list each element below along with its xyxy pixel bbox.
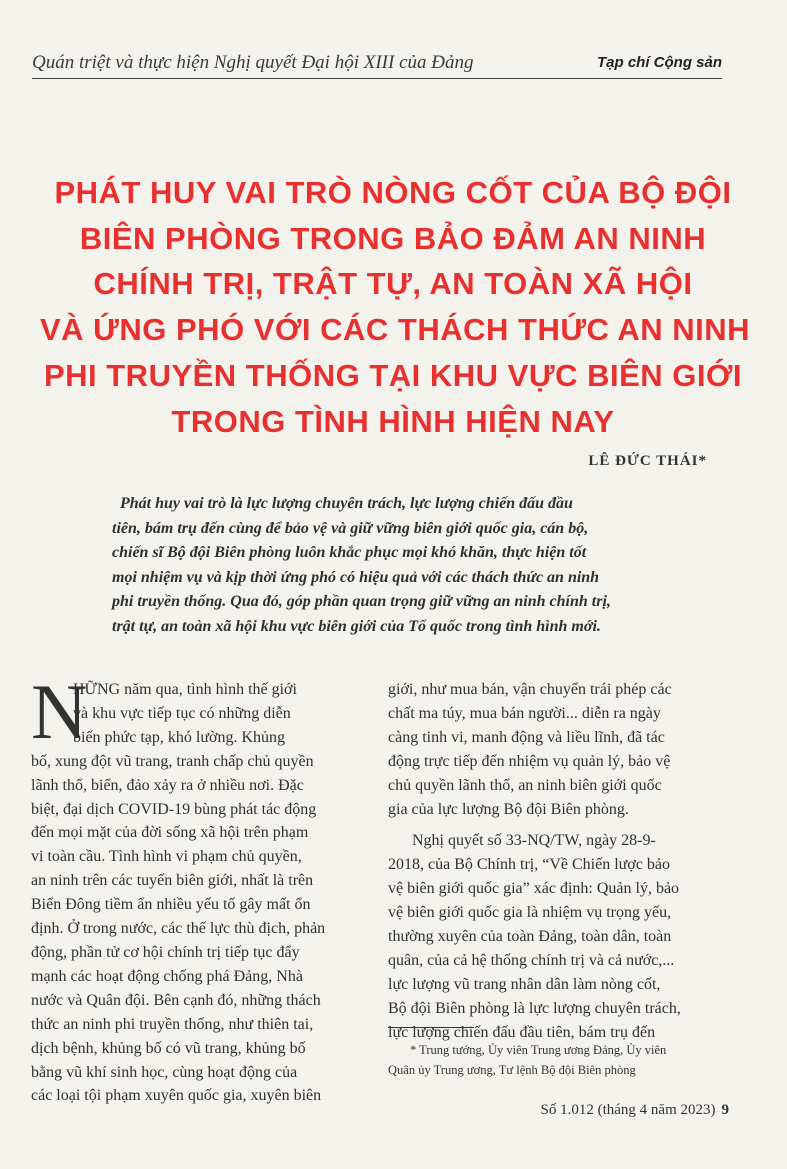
title-line: CHÍNH TRỊ, TRẬT TỰ, AN TOÀN XÃ HỘI [93, 266, 693, 302]
body-line: Bộ đội Biên phòng là lực lượng chuyên trách, [388, 999, 681, 1017]
abstract-line: Phát huy vai trò là lực lượng chuyên trách, lực lượng chiến đấu đầu [120, 495, 573, 512]
body-line: vi toàn cầu. Tình hình vi phạm chủ quyền, [31, 848, 302, 866]
body-line: vệ biên giới quốc gia là nhiệm vụ trọng yếu, [388, 904, 672, 922]
body-line: nước và Quân đội. Bên cạnh đó, những thách [31, 991, 321, 1009]
body-line: bố, xung đột vũ trang, tranh chấp chủ quyền [31, 752, 314, 770]
abstract-line: tiên, bám trụ đến cùng để bảo vệ và giữ vững biên giới quốc gia, cán bộ, [112, 519, 589, 537]
body-line: giới, như mua bán, vận chuyển trái phép các [388, 681, 672, 698]
abstract [112, 492, 660, 640]
body-line: biến phức tạp, khó lường. Khủng [73, 728, 285, 746]
body-line: an ninh trên các tuyến biên giới, nhất là trên [31, 872, 314, 890]
section-title: Quán triệt và thực hiện Nghị quyết Đại hội XIII của Đảng [32, 52, 474, 73]
footnote-divider [388, 1027, 474, 1028]
title-line: VÀ ỨNG PHÓ VỚI CÁC THÁCH THỨC AN NINH [40, 312, 751, 348]
footnote-line: * Trung tướng, Ủy viên Trung ương Đảng, Ủy viên [410, 1043, 667, 1057]
body-line: 2018, của Bộ Chính trị, “Về Chiến lược bảo [388, 856, 670, 874]
body-line: thức an ninh phi truyền thống, như thiên tai, [31, 1015, 314, 1033]
issue-info: Số 1.012 (tháng 4 năm 2023) [540, 1102, 716, 1118]
abstract-line: chiến sĩ Bộ đội Biên phòng luôn khắc phục mọi khó khăn, thực hiện tốt [112, 544, 587, 562]
body-line: Biển Đông tiềm ẩn nhiều yếu tố gây mất ổn [31, 896, 311, 914]
body-line: lực lượng chiến đấu đầu tiên, bám trụ đến [388, 1023, 656, 1041]
body-line: lãnh thổ, biển, đảo xảy ra ở nhiều nơi. Đặc [31, 776, 304, 794]
journal-name: Tạp chí Cộng sản [596, 54, 722, 71]
footnote-line: Quân ủy Trung ương, Tư lệnh Bộ đội Biên phòng [388, 1063, 636, 1077]
body-line: động, phần tử cơ hội chính trị tiếp tục đẩy [31, 943, 300, 961]
abstract-line: phi truyền thống. Qua đó, góp phần quan trọng giữ vững an ninh chính trị, [112, 593, 611, 611]
body-line: càng tinh vi, manh động và liều lĩnh, đã tác [388, 728, 665, 746]
body-line: chủ quyền lãnh thổ, an ninh biên giới quốc [388, 776, 662, 794]
title-line: TRONG TÌNH HÌNH HIỆN NAY [171, 403, 615, 439]
body-line: dịch bệnh, khủng bố có vũ trang, khủng bố [31, 1039, 306, 1057]
body-line: quân, của cả hệ thống chính trị và cả nước,... [388, 951, 675, 969]
body-line: thường xuyên của toàn Đảng, toàn dân, toàn [388, 928, 672, 946]
body-line: vệ biên giới quốc gia” xác định: Quản lý, bảo [388, 880, 680, 898]
body-line: đến mọi mặt của đời sống xã hội trên phạm [31, 824, 309, 842]
body-line: HỮNG năm qua, tình hình thế giới [73, 681, 297, 698]
drop-cap: N [31, 668, 88, 755]
body-line: Nghị quyết số 33-NQ/TW, ngày 28-9- [412, 832, 656, 850]
body-line: các loại tội phạm xuyên quốc gia, xuyên biên [31, 1087, 322, 1105]
abstract-line: trật tự, an toàn xã hội khu vực biên giới của Tổ quốc trong tình hình mới. [112, 617, 601, 635]
running-header [32, 52, 722, 79]
body-line: chất ma túy, mua bán người... diễn ra ngày [388, 704, 661, 722]
body-line: biệt, đại dịch COVID-19 bùng phát tác động [31, 800, 317, 818]
body-line: gia của lực lượng Bộ đội Biên phòng. [388, 800, 629, 818]
footnote [388, 1040, 718, 1080]
page-number: 9 [721, 1102, 729, 1118]
body-line: định. Ở trong nước, các thế lực thù địch, phản [31, 920, 326, 938]
body-line: lực lượng vũ trang nhân dân làm nòng cốt, [388, 975, 661, 993]
body-line: bằng vũ khí sinh học, cùng hoạt động của [31, 1063, 298, 1081]
title-line: BIÊN PHÒNG TRONG BẢO ĐẢM AN NINH [79, 220, 707, 256]
page-footer [541, 1102, 729, 1119]
body-column-right [388, 678, 722, 1045]
body-line: và khu vực tiếp tục có những diễn [73, 704, 291, 722]
title-line: PHÁT HUY VAI TRÒ NÒNG CỐT CỦA BỘ ĐỘI [54, 175, 732, 210]
author-name: LÊ ĐỨC THÁI* [588, 453, 707, 469]
title-line: PHI TRUYỀN THỐNG TẠI KHU VỰC BIÊN GIỚI [43, 357, 743, 393]
body-line: động trực tiếp đến nhiệm vụ quản lý, bảo vệ [388, 752, 671, 770]
article-title [40, 170, 751, 444]
body-column-left [31, 668, 365, 1108]
body-line: mạnh các hoạt động chống phá Đảng, Nhà [31, 967, 303, 985]
abstract-line: mọi nhiệm vụ và kịp thời ứng phó có hiệu quả với các thách thức an ninh [112, 568, 600, 586]
